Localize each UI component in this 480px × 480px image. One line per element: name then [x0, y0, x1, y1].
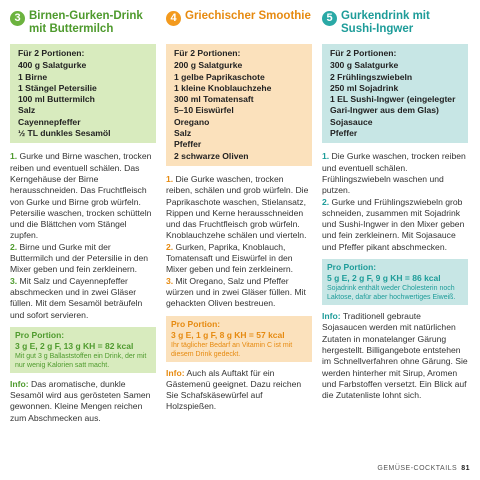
nutrition-note: Mit gut 3 g Ballaststoffen ein Drink, der mit nur wenig Kalorien satt macht.: [15, 352, 147, 369]
info-text: [10, 379, 156, 424]
ingredient-item: 2 Frühlingszwiebeln: [330, 71, 413, 82]
info-label: Info:: [166, 367, 185, 378]
ingredient-item: 200 g Salatgurke: [174, 60, 243, 71]
step-number: 2.: [10, 241, 18, 252]
step-text: Die Gurke waschen, trocken reiben, schälen und grob würfeln. Die Paprikaschote waschen, Stielansatz, Rippen und Kerne herausschneiden und das Fruchtfleisch grob würfeln. Knoblauchzehe schälen und vierteln.: [166, 173, 309, 241]
step: [322, 197, 468, 253]
ingredients-heading: Für 2 Portionen:: [174, 48, 241, 58]
ingredient-item: Sojasauce: [330, 116, 373, 127]
ingredients-heading: Für 2 Portionen:: [330, 48, 397, 58]
instructions: [10, 151, 156, 320]
step-number: 3.: [10, 275, 18, 286]
nutrition-heading: Pro Portion:: [327, 262, 377, 273]
ingredient-item: Pfeffer: [174, 139, 202, 150]
ingredient-item: Pfeffer: [330, 128, 358, 139]
nutrition-heading: Pro Portion:: [171, 318, 221, 329]
info-text: [322, 311, 468, 401]
recipe-header: [322, 10, 468, 40]
page-footer: [377, 465, 470, 472]
step-text: Birne und Gurke mit der Buttermilch und der Petersilie in den Mixer geben und fein zerkleinern.: [10, 241, 149, 275]
nutrition-values: 3 g E, 2 g F, 13 g KH = 82 kcal: [15, 340, 134, 351]
recipe-number-badge: 3: [10, 11, 25, 26]
info-body: Traditionell gebraute Sojasaucen werden mit natürlichen Zutaten in monatelanger Gärung hergestellt. Billigangebote entstehen im Schnellverfahren ohne Gärung. Sie werden hinterher mit Sirup, Aromen und Farbstoffen versetzt. Ein Blick auf die Zutatenliste lohnt sich.: [322, 311, 468, 401]
nutrition-note: Sojadrink enthält weder Cholesterin noch Laktose, dafür aber hochwertiges Eiweiß.: [327, 285, 456, 302]
ingredient-item: 250 ml Sojadrink: [330, 82, 399, 93]
ingredients-box: [322, 44, 468, 143]
step-text: Mit Oregano, Salz und Pfeffer würzen und in zwei Gläser füllen. Mit gehackten Oliven bestreuen.: [166, 275, 306, 309]
step-text: Gurken, Paprika, Knoblauch, Tomatensaft und Eiswürfel in den Mixer geben und fein zerkleinern.: [166, 241, 294, 275]
step-number: 1.: [166, 173, 174, 184]
step-number: 1.: [10, 151, 18, 162]
info-body: Das aromatische, dunkle Sesamöl wird aus gerösteten Samen gewonnen. Kleine Mengen reichen zum Abschmecken aus.: [10, 378, 151, 423]
ingredient-item: 100 ml Buttermilch: [18, 94, 95, 105]
step: [10, 151, 156, 241]
recipe-4: [166, 10, 312, 413]
info-label: Info:: [10, 378, 29, 389]
ingredient-item: 300 ml Tomatensaft: [174, 94, 254, 105]
ingredients-heading: Für 2 Portionen:: [18, 48, 85, 58]
recipe-number-badge: 5: [322, 11, 337, 26]
step: [322, 151, 468, 196]
recipe-5: [322, 10, 468, 401]
info-text: [166, 368, 312, 413]
step-number: 2.: [322, 196, 330, 207]
recipe-title: Griechischer Smoothie: [185, 10, 311, 22]
instructions: [322, 151, 468, 253]
page-number: 81: [461, 465, 470, 472]
nutrition-note: Ihr täglicher Bedarf an Vitamin C ist mit diesem Drink gedeckt.: [171, 341, 293, 358]
recipe-title: Gurkendrink mit Sushi-Ingwer: [341, 10, 430, 35]
step: [10, 242, 156, 276]
step: [166, 242, 312, 276]
ingredient-item: Salz: [18, 105, 36, 116]
ingredient-item: 5–10 Eiswürfel: [174, 105, 234, 116]
instructions: [166, 174, 312, 310]
ingredient-item: Salz: [174, 128, 192, 139]
ingredients-box: [10, 44, 156, 143]
ingredient-item: Cayennepfeffer: [18, 116, 81, 127]
step: [166, 276, 312, 310]
step-number: 1.: [322, 151, 330, 162]
nutrition-box: [166, 316, 312, 362]
step-text: Die Gurke waschen, trocken reiben und eventuell schälen. Frühlingszwiebeln waschen und putzen.: [322, 151, 466, 196]
ingredient-item: 2 schwarze Oliven: [174, 150, 249, 161]
info-label: Info:: [322, 311, 341, 322]
recipe-header: [10, 10, 156, 40]
recipe-title: Birnen-Gurken-Drink mit Buttermilch: [29, 10, 143, 35]
step-text: Gurke und Birne waschen, trocken reiben und eventuell schälen. Das Kerngehäuse der Birne herausschneiden. Das Fruchtfleisch von Gurke und Birne grob würfeln. Petersilie waschen, trocken schütteln und die Blättchen vom Stängel zupfen.: [10, 151, 152, 241]
nutrition-values: 3 g E, 1 g F, 8 g KH = 57 kcal: [171, 329, 285, 340]
ingredient-item: 400 g Salatgurke: [18, 60, 87, 71]
nutrition-values: 5 g E, 2 g F, 9 g KH = 86 kcal: [327, 273, 441, 284]
ingredient-item: 300 g Salatgurke: [330, 60, 399, 71]
step-number: 3.: [166, 275, 174, 286]
step-number: 2.: [166, 241, 174, 252]
step: [166, 174, 312, 242]
ingredient-item: ½ TL dunkles Sesamöl: [18, 128, 111, 139]
recipe-header: [166, 10, 312, 40]
ingredient-item: 1 Stängel Petersilie: [18, 82, 97, 93]
step: [10, 276, 156, 321]
ingredient-item: 1 Birne: [18, 71, 48, 82]
info-body: Auch als Auftakt für ein Gästemenü geeignet. Dazu reichen Sie Schafskäsewürfel auf Holzspießen.: [166, 367, 302, 412]
step-text: Mit Salz und Cayennepfeffer abschmecken und in zwei Gläser füllen. Mit dem Sesamöl beträufeln und sofort servieren.: [10, 275, 143, 320]
recipe-number-badge: 4: [166, 11, 181, 26]
ingredient-item: 1 gelbe Paprikaschote: [174, 71, 265, 82]
recipe-3: [10, 10, 156, 424]
ingredient-item: 1 kleine Knoblauchzehe: [174, 82, 272, 93]
ingredient-item: 1 EL Sushi-Ingwer (eingelegter Gari-Ingwer aus dem Glas): [330, 94, 456, 116]
step-text: Gurke und Frühlingszwiebeln grob schneiden, zusammen mit Sojadrink und Sushi-Ingwer in den Mixer geben und fein zerkleinern. Mit Sojasauce und Pfeffer pikant abschmecken.: [322, 196, 465, 252]
ingredients-box: [166, 44, 312, 166]
ingredient-item: Oregano: [174, 116, 210, 127]
section-title: GEMÜSE-COCKTAILS: [377, 465, 458, 472]
nutrition-heading: Pro Portion:: [15, 329, 65, 340]
nutrition-box: [322, 259, 468, 305]
nutrition-box: [10, 327, 156, 373]
